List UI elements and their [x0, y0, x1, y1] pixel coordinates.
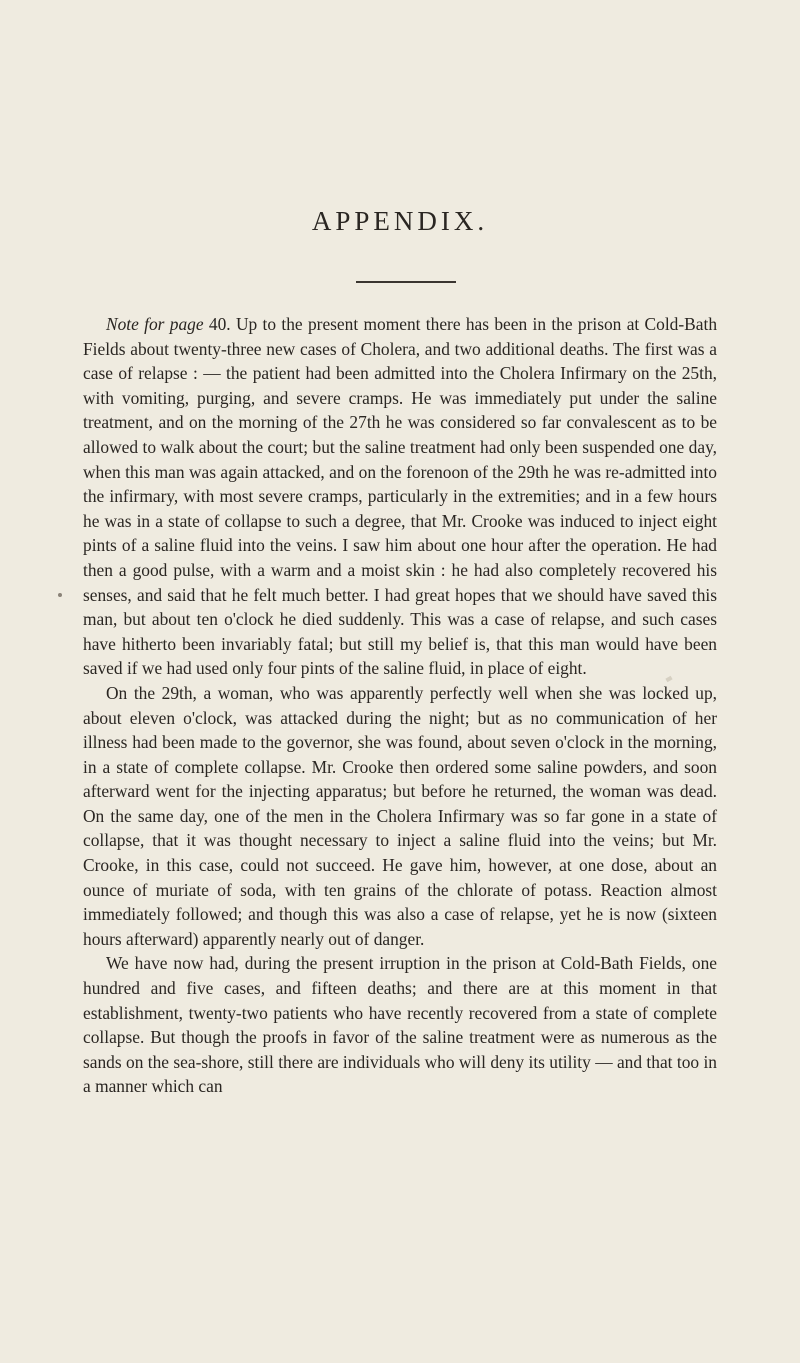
appendix-heading: APPENDIX. — [311, 206, 489, 237]
paragraph-summary: We have now had, during the present irruption in the prison at Cold-Bath Fields, one hundred and five cases, and fifteen deaths; and there are at this moment in that establishment, twenty-two patients who have recently recovered from a state of complete collapse. But though the proofs in favor of the saline treatment were as numerous as the sands on the sea-shore, still there are individuals who will deny its utility — and that too in a manner which can — [83, 953, 717, 1097]
note-label: Note for page — [106, 314, 204, 334]
margin-mark — [58, 593, 62, 597]
paragraph-text: Up to the present moment there has been in the prison at Cold-Bath Fields about twenty-three new cases of Cholera, and two additional deaths. The first was a case of relapse : — the patient had been admitted into the Cholera Infirmary on the 25th, with vomiting, purging, and severe cramps. He was immediately put under the saline treatment, and on the morning of the 27th he was considered so far convalescent as to be allowed to walk about the court; but the saline treatment had only been suspended one day, when this man was again attacked, and on the forenoon of the 29th he was re-admitted into the infirmary, with most severe cramps, particularly in the extremities; and in a few hours he was in a state of collapse to such a degree, that Mr. Crooke was induced to inject eight pints of a saline fluid into the veins. I saw him about one hour after the operation. He had then a good pulse, with a warm and a moist skin : he had also completely recovered his senses, and said that he felt much better. I had great hopes that we should have saved this man, but about ten o'clock he died suddenly. This was a case of relapse, and such cases have hitherto been invariably fatal; but still my belief is, that this man would have been saved if we had used only four pints of the saline fluid, in place of eight. — [83, 314, 718, 679]
heading-divider — [356, 281, 456, 283]
note-page: 40. — [208, 314, 231, 334]
paragraph-woman-case: On the 29th, a woman, who was apparently perfectly well when she was locked up, about eleven o'clock, was attacked during the night; but as no communication of her illness had been made to the governor, she was found, about seven o'clock in the morning, in a state of complete collapse. Mr. Crooke then ordered some saline powders, and soon afterward went for the injecting apparatus; but before he returned, the woman was dead. On the same day, one of the men in the Cholera Infirmary was so far gone in a state of collapse, that it was thought necessary to inject a saline fluid into the veins; but Mr. Crooke, in this case, could not succeed. He gave him, however, at one dose, about an ounce of muriate of soda, with ten grains of the chlorate of potass. Reaction almost immediately followed; and though this was also a case of relapse, yet he is now (sixteen hours afterward) apparently nearly out of danger. — [83, 682, 717, 949]
paragraph-note — [83, 312, 717, 681]
body-text — [83, 312, 717, 1099]
